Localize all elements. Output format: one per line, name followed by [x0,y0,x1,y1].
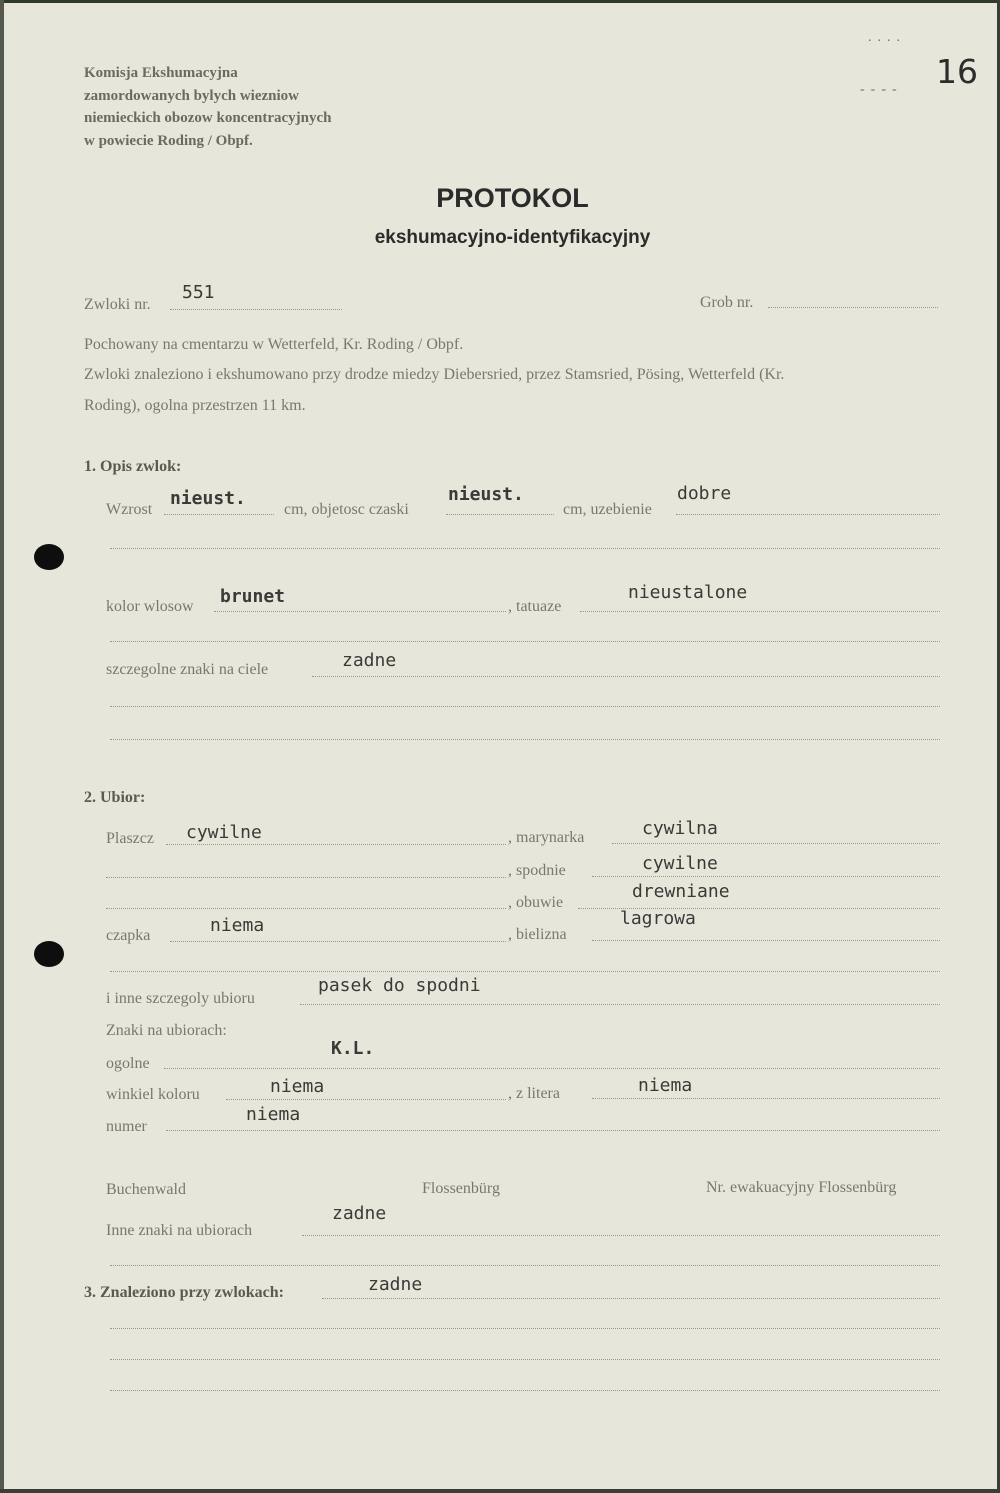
czapka-value: niema [210,915,265,936]
tatuaze-value: nieustalone [628,582,748,603]
znaki-ubiorach-label: Znaki na ubiorach: [106,1022,227,1039]
grob-label: Grob nr. [700,294,754,311]
buchenwald-label: Buchenwald [106,1181,186,1198]
ogolne-line [164,1068,940,1069]
page-edge-left [0,0,4,1493]
blank-line [110,1265,940,1266]
section-2-heading: 2. Ubior: [84,789,146,806]
wzrost-label: Wzrost [106,501,153,518]
page-dots-top: .... [868,30,906,45]
kolor-label: kolor wlosow [106,598,194,615]
burial-line-3: Roding), ogolna przestrzen 11 km. [84,397,306,414]
plaszcz-line [166,844,506,845]
inne-szczegoly-line [300,1004,940,1005]
ewakuacyjny-label: Nr. ewakuacyjny Flossenbürg [706,1179,897,1196]
page-dashes: ---- [860,82,903,97]
plaszcz-value: cywilne [186,822,262,843]
burial-line-2: Zwloki znaleziono i ekshumowano przy drodze miedzy Diebersried, przez Stamsried, Pösing, Wetterfeld (Kr. [84,366,785,383]
znaki-ciala-value: zadne [342,650,397,671]
litera-line [592,1098,940,1099]
obuwie-value: drewniane [632,881,730,902]
page-edge-top [0,0,1000,3]
grob-line [768,307,938,308]
numer-label: numer [106,1118,147,1135]
org-line: niemieckich obozow koncentracyjnych [84,110,332,126]
czapka-line [170,941,506,942]
uzebienie-value: dobre [677,483,732,504]
uzebienie-label: cm, uzebienie [563,501,652,518]
org-line: w powiecie Roding / Obpf. [84,132,253,149]
organization-block [84,62,331,152]
kolor-line [214,611,506,612]
flossenburg-label: Flossenbürg [422,1180,500,1197]
plaszcz-line-3 [106,908,506,909]
winkiel-line [226,1099,506,1100]
inne-znaki-value: zadne [332,1203,387,1224]
marynarka-label: , marynarka [508,829,585,846]
marynarka-value: cywilna [642,818,718,839]
zwloki-value: 551 [182,282,215,303]
bielizna-label: , bielizna [508,926,567,943]
blank-line [110,1359,940,1360]
uzebienie-line [676,514,940,515]
inne-szczegoly-value: pasek do spodni [318,975,481,996]
blank-line [110,971,940,972]
plaszcz-line-2 [106,877,506,878]
znaki-ciala-line [312,676,940,677]
blank-line [110,1390,940,1391]
numer-value: niema [246,1104,301,1125]
ogolne-label: ogolne [106,1055,150,1072]
czaszka-line [446,514,554,515]
blank-line [110,641,940,642]
document-subtitle: ekshumacyjno-identyfikacyjny [374,227,651,248]
page-number: 16 [936,52,978,91]
czapka-label: czapka [106,927,151,944]
winkiel-label: winkiel koloru [106,1086,200,1103]
wzrost-value: nieust. [170,488,246,509]
czaszka-label: cm, objetosc czaski [284,501,409,518]
section-1-heading: 1. Opis zwlok: [84,458,182,475]
spodnie-value: cywilne [642,853,718,874]
inne-znaki-label: Inne znaki na ubiorach [106,1222,253,1239]
punch-hole-bottom [34,941,64,967]
blank-line [110,706,940,707]
blank-line [110,739,940,740]
numer-line [166,1130,940,1131]
blank-line [110,548,940,549]
section-3-heading: 3. Znaleziono przy zwlokach: [84,1284,284,1301]
spodnie-label: , spodnie [508,862,566,879]
obuwie-label: , obuwie [508,894,564,911]
winkiel-value: niema [270,1076,325,1097]
tatuaze-label: , tatuaze [508,598,562,615]
inne-szczegoly-label: i inne szczegoly ubioru [106,990,255,1007]
org-line: Komisja Ekshumacyjna [84,65,238,81]
czaszka-value: nieust. [448,484,524,505]
org-line: zamordowanych bylych wiezniow [84,87,299,104]
burial-line-1: Pochowany na cmentarzu w Wetterfeld, Kr. Roding / Obpf. [84,336,464,353]
zwloki-line [170,309,342,310]
znaleziono-line [322,1298,940,1299]
bielizna-line [592,940,940,941]
blank-line [110,1328,940,1329]
ogolne-value: K.L. [331,1038,375,1059]
znaleziono-value: zadne [368,1274,423,1295]
plaszcz-label: Plaszcz [106,830,154,847]
document-title: PROTOKOL [436,183,589,213]
inne-znaki-line [302,1235,940,1236]
punch-hole-top [34,544,64,570]
litera-label: , z litera [508,1085,560,1102]
litera-value: niema [638,1075,693,1096]
kolor-value: brunet [220,586,286,607]
tatuaze-line [580,611,940,612]
page-edge-bottom [0,1489,1000,1493]
spodnie-line [592,876,940,877]
zwloki-label: Zwloki nr. [84,296,151,313]
bielizna-value: lagrowa [620,908,696,929]
wzrost-line [164,514,274,515]
marynarka-line [612,843,940,844]
znaki-ciala-label: szczegolne znaki na ciele [106,661,269,678]
